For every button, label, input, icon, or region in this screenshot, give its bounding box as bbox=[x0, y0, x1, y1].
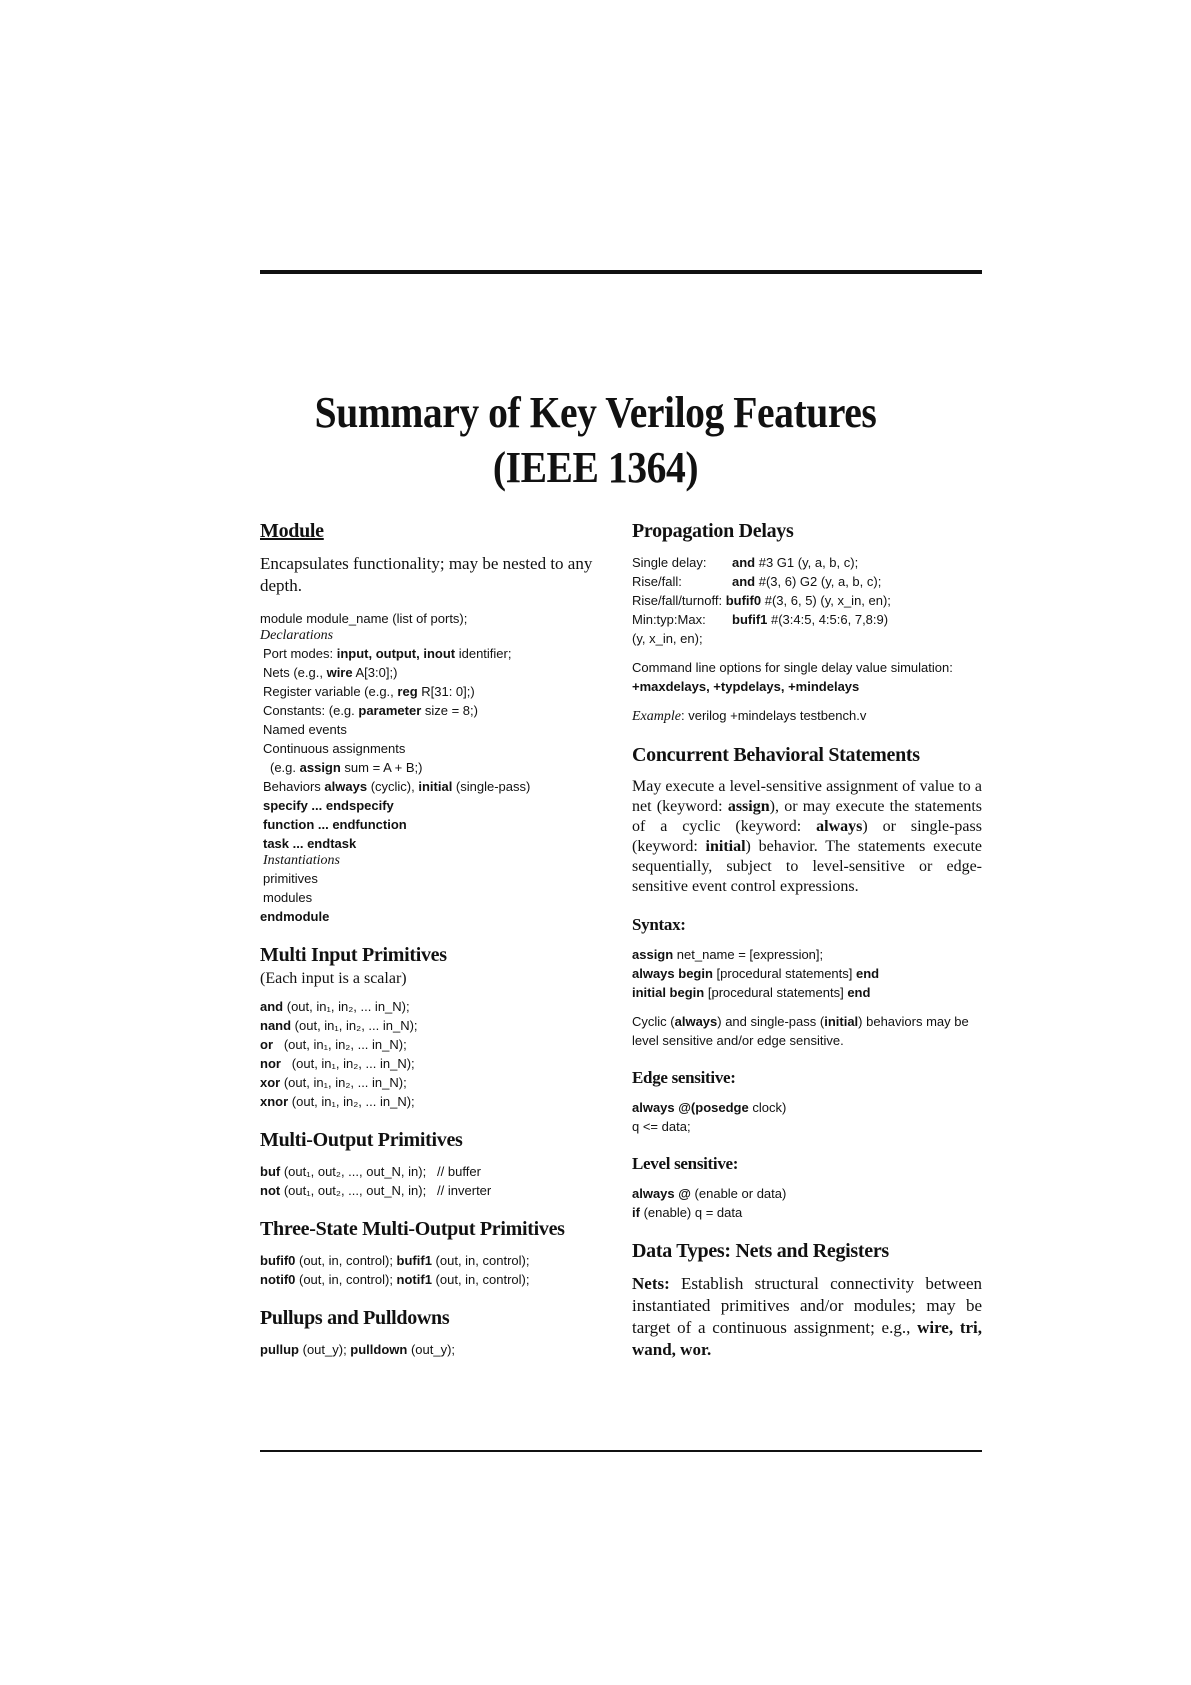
module-description: Encapsulates functionality; may be nested to any depth. bbox=[260, 554, 593, 595]
delay-row-cont: (y, x_in, en); bbox=[632, 631, 703, 646]
endmodule-line: endmodule bbox=[260, 909, 330, 924]
specify-line: specify ... endspecify bbox=[263, 798, 394, 813]
concurrent-heading: Concurrent Behavioral Statements bbox=[632, 744, 920, 766]
three-state-line-1: bufif0 (out, in, control); bufif1 (out, in, control); bbox=[260, 1253, 530, 1268]
mi-row-and: and (out, in₁, in₂, ... in_N); bbox=[260, 999, 410, 1014]
mi-row-nand: nand (out, in₁, in₂, ... in_N); bbox=[260, 1018, 418, 1033]
three-state-heading: Three-State Multi-Output Primitives bbox=[260, 1218, 565, 1240]
modules-line: modules bbox=[263, 890, 313, 905]
register-line: Register variable (e.g., reg R[31: 0];) bbox=[263, 684, 475, 699]
pull-heading: Pullups and Pulldowns bbox=[260, 1307, 450, 1329]
module-declaration: module module_name (list of ports); bbox=[260, 611, 468, 626]
delay-row-mintypmax: Min:typ:Max: bufif1 #(3:4:5, 4:5:6, 7,8:9) bbox=[632, 612, 889, 627]
mi-row-nor: nor (out, in₁, in₂, ... in_N); bbox=[260, 1056, 415, 1071]
behaviors-line: Behaviors always (cyclic), initial (single-pass) bbox=[263, 779, 531, 794]
mo-row-not: not (out₁, out₂, ..., out_N, in); // inverter bbox=[260, 1183, 492, 1198]
mo-row-buf: buf (out₁, out₂, ..., out_N, in); // buffer bbox=[260, 1164, 481, 1179]
continuous-assignments: Continuous assignments bbox=[263, 741, 406, 756]
three-state-line-2: notif0 (out, in, control); notif1 (out, in, control); bbox=[260, 1272, 530, 1287]
example-line: Example: verilog +mindelays testbench.v bbox=[632, 708, 867, 724]
syntax-always: always begin [procedural statements] end bbox=[632, 966, 880, 981]
level-line-1: always @ (enable or data) bbox=[632, 1186, 787, 1201]
edge-line-2: q <= data; bbox=[632, 1119, 691, 1134]
page-title bbox=[0, 385, 1191, 495]
port-modes: Port modes: input, output, inout identifier; bbox=[263, 646, 512, 661]
instantiations-label: Instantiations bbox=[263, 853, 341, 868]
concurrent-paragraph: May execute a level-sensitive assignment of value to a net (keyword: assign), or may execute the statements of a cyclic (keyword: always) or single-pass (keyword: initial) behavior. The statements execute sequentially, subject to level-sensitive or edge-sensitive event control expressions. bbox=[632, 778, 982, 895]
nets-line: Nets (e.g., wire A[3:0];) bbox=[263, 665, 398, 680]
level-heading: Level sensitive: bbox=[632, 1154, 739, 1173]
level-line-2: if (enable) q = data bbox=[632, 1205, 743, 1220]
multi-input-heading: Multi Input Primitives bbox=[260, 944, 447, 966]
syntax-assign: assign net_name = [expression]; bbox=[632, 947, 824, 962]
propagation-heading: Propagation Delays bbox=[632, 520, 794, 542]
mi-row-xor: xor (out, in₁, in₂, ... in_N); bbox=[260, 1075, 407, 1090]
title-line-1: Summary of Key Verilog Features bbox=[314, 388, 877, 437]
function-line: function ... endfunction bbox=[263, 817, 407, 832]
task-line: task ... endtask bbox=[263, 836, 357, 851]
edge-heading: Edge sensitive: bbox=[632, 1068, 736, 1087]
edge-line-1: always @(posedge clock) bbox=[632, 1100, 787, 1115]
delay-row-single: Single delay: and #3 G1 (y, a, b, c); bbox=[632, 555, 859, 570]
named-events: Named events bbox=[263, 722, 347, 737]
delay-row-turnoff: Rise/fall/turnoff: bufif0 #(3, 6, 5) (y, x_in, en); bbox=[632, 593, 891, 608]
multi-output-heading: Multi-Output Primitives bbox=[260, 1129, 463, 1151]
nets-paragraph: Nets: Establish structural connectivity between instantiated primitives and/or modules; may be target of a continuous assignment; e.g., wire, tri, wand, wor. bbox=[632, 1274, 982, 1359]
module-heading: Module bbox=[260, 520, 324, 542]
bottom-rule bbox=[260, 1450, 982, 1452]
syntax-note: Cyclic (always) and single-pass (initial) behaviors may be level sensitive and/or edge sensitive. bbox=[632, 1014, 969, 1048]
cmd-line-options: +maxdelays, +typdelays, +mindelays bbox=[632, 679, 860, 694]
primitives-line: primitives bbox=[263, 871, 318, 886]
syntax-heading: Syntax: bbox=[632, 915, 686, 934]
mi-row-xnor: xnor (out, in₁, in₂, ... in_N); bbox=[260, 1094, 415, 1109]
top-rule bbox=[260, 270, 982, 274]
cmd-line-text: Command line options for single delay value simulation: bbox=[632, 660, 953, 675]
left-column bbox=[260, 520, 615, 1359]
declarations-label: Declarations bbox=[260, 628, 334, 643]
syntax-initial: initial begin [procedural statements] end bbox=[632, 985, 871, 1000]
mi-row-or: or (out, in₁, in₂, ... in_N); bbox=[260, 1037, 407, 1052]
datatypes-heading: Data Types: Nets and Registers bbox=[632, 1240, 889, 1262]
right-column bbox=[632, 520, 982, 1361]
assign-example: (e.g. assign sum = A + B;) bbox=[270, 760, 423, 775]
title-line-2: (IEEE 1364) bbox=[492, 443, 699, 492]
multi-input-note: (Each input is a scalar) bbox=[260, 970, 407, 987]
pull-line: pullup (out_y); pulldown (out_y); bbox=[260, 1342, 456, 1357]
delay-row-risefall: Rise/fall: and #(3, 6) G2 (y, a, b, c); bbox=[632, 574, 882, 589]
constants-line: Constants: (e.g. parameter size = 8;) bbox=[263, 703, 478, 718]
